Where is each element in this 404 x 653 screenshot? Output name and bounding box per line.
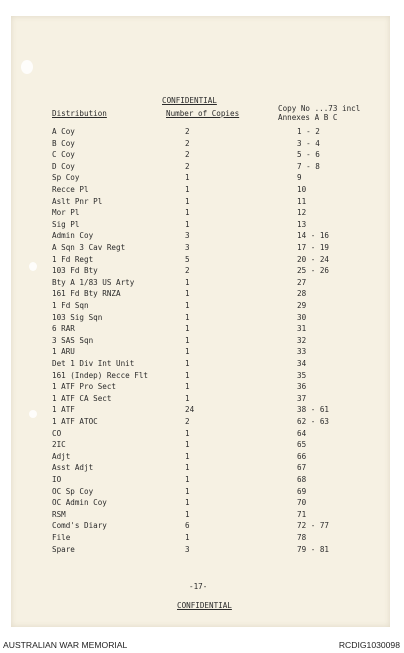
row-copy-numbers: 30 xyxy=(297,312,307,322)
row-copies: 5 xyxy=(185,254,190,264)
row-copies: 3 xyxy=(185,243,190,252)
row-copy-numbers: 27 xyxy=(297,277,307,287)
row-unit: A Coy xyxy=(52,127,75,136)
row-unit: Sp Coy xyxy=(52,173,80,183)
row-copies: 1 xyxy=(185,196,190,206)
table-row xyxy=(11,278,390,289)
row-unit: Comd's Diary xyxy=(52,521,107,531)
table-row xyxy=(11,371,390,382)
row-unit: Recce Pl xyxy=(52,185,89,194)
row-copies: 1 xyxy=(185,359,190,368)
table-row xyxy=(11,452,390,463)
footer-record-id: RCDIG1030098 xyxy=(338,640,400,650)
row-copies: 3 xyxy=(185,544,190,554)
table-row xyxy=(11,359,390,370)
row-copy-numbers: 9 xyxy=(297,173,302,183)
row-copy-numbers: 38 - 61 xyxy=(297,405,330,415)
row-unit: 1 Fd Sqn xyxy=(52,301,89,310)
row-copy-numbers: 67 xyxy=(297,463,307,473)
table-row xyxy=(11,185,390,196)
row-copies: 1 xyxy=(185,185,190,194)
row-copies: 1 xyxy=(185,440,190,450)
header-copy-no: Copy No ...73 incl xyxy=(278,104,361,113)
row-unit: 1 ARU xyxy=(52,347,75,357)
row-copies: 1 xyxy=(185,208,190,218)
row-unit: 3 SAS Sqn xyxy=(52,335,94,345)
row-unit: D Coy xyxy=(52,161,75,171)
paper-blemish xyxy=(21,60,33,74)
row-copies: 24 xyxy=(185,405,195,415)
table-row xyxy=(11,324,390,335)
table-row xyxy=(11,266,390,277)
table-row xyxy=(11,463,390,474)
row-copy-numbers: 35 xyxy=(297,370,307,380)
row-copy-numbers: 31 xyxy=(297,324,307,334)
row-unit: Aslt Pnr Pl xyxy=(52,196,103,206)
row-copy-numbers: 3 - 4 xyxy=(297,138,320,148)
table-row xyxy=(11,173,390,184)
row-copy-numbers: 10 xyxy=(297,185,307,194)
row-unit: Mor Pl xyxy=(52,208,80,218)
row-copies: 1 xyxy=(185,486,190,496)
table-row xyxy=(11,255,390,266)
row-copy-numbers: 66 xyxy=(297,451,307,461)
row-unit: 161 Fd Bty RNZA xyxy=(52,289,121,299)
row-copy-numbers: 71 xyxy=(297,509,307,519)
row-copies: 1 xyxy=(185,277,190,287)
row-copies: 1 xyxy=(185,451,190,461)
row-unit: Sig Pl xyxy=(52,219,80,229)
row-unit: Spare xyxy=(52,544,75,554)
row-unit: Adjt xyxy=(52,451,71,461)
table-row xyxy=(11,510,390,521)
row-copies: 2 xyxy=(185,127,190,136)
table-row xyxy=(11,487,390,498)
row-copies: 1 xyxy=(185,428,190,438)
table-row xyxy=(11,347,390,358)
row-copies: 1 xyxy=(185,289,190,299)
table-row xyxy=(11,139,390,150)
table-row xyxy=(11,394,390,405)
row-copies: 1 xyxy=(185,370,190,380)
row-unit: 103 Sig Sqn xyxy=(52,312,103,322)
table-row xyxy=(11,231,390,242)
classification-bottom: CONFIDENTIAL xyxy=(177,601,232,610)
row-copy-numbers: 69 xyxy=(297,486,307,496)
row-copy-numbers: 37 xyxy=(297,393,307,403)
row-copies: 2 xyxy=(185,417,190,426)
row-copy-numbers: 28 xyxy=(297,289,307,299)
row-copy-numbers: 14 - 16 xyxy=(297,231,330,241)
row-copies: 1 xyxy=(185,498,190,508)
row-unit: C Coy xyxy=(52,150,75,160)
table-row xyxy=(11,498,390,509)
row-copy-numbers: 33 xyxy=(297,347,307,357)
row-copies: 1 xyxy=(185,219,190,229)
row-copies: 2 xyxy=(185,266,190,276)
table-row xyxy=(11,243,390,254)
table-row xyxy=(11,521,390,532)
row-copy-numbers: 36 xyxy=(297,382,307,392)
row-copy-numbers: 5 - 6 xyxy=(297,150,320,160)
row-copy-numbers: 29 xyxy=(297,301,307,310)
row-copies: 1 xyxy=(185,533,190,542)
table-row xyxy=(11,220,390,231)
row-copies: 1 xyxy=(185,312,190,322)
row-copy-numbers: 20 - 24 xyxy=(297,254,330,264)
classification-top: CONFIDENTIAL xyxy=(162,96,217,105)
row-copies: 2 xyxy=(185,138,190,148)
row-unit: 1 ATF xyxy=(52,405,75,415)
row-copy-numbers: 34 xyxy=(297,359,307,368)
row-copies: 1 xyxy=(185,173,190,183)
table-row xyxy=(11,429,390,440)
header-annexes: Annexes A B C xyxy=(278,113,338,122)
row-unit: OC Sp Coy xyxy=(52,486,94,496)
row-copy-numbers: 12 xyxy=(297,208,307,218)
page-number: -17- xyxy=(189,582,208,591)
table-row xyxy=(11,289,390,300)
table-row xyxy=(11,162,390,173)
row-unit: 103 Fd Bty xyxy=(52,266,98,276)
row-copies: 1 xyxy=(185,475,190,484)
table-row xyxy=(11,382,390,393)
table-row xyxy=(11,440,390,451)
row-copy-numbers: 32 xyxy=(297,335,307,345)
row-unit: B Coy xyxy=(52,138,75,148)
row-copy-numbers: 70 xyxy=(297,498,307,508)
table-row xyxy=(11,405,390,416)
row-copies: 1 xyxy=(185,393,190,403)
row-unit: Asst Adjt xyxy=(52,463,94,473)
row-copy-numbers: 62 - 63 xyxy=(297,417,330,426)
row-unit: RSM xyxy=(52,509,66,519)
archive-footer xyxy=(0,637,404,653)
row-unit: A Sqn 3 Cav Regt xyxy=(52,243,126,252)
row-unit: 2IC xyxy=(52,440,66,450)
row-unit: 1 Fd Regt xyxy=(52,254,94,264)
header-distribution: Distribution xyxy=(52,109,107,118)
row-copy-numbers: 78 xyxy=(297,533,307,542)
row-copy-numbers: 72 - 77 xyxy=(297,521,330,531)
row-unit: 161 (Indep) Recce Flt xyxy=(52,370,149,380)
table-row xyxy=(11,545,390,556)
row-unit: Det 1 Div Int Unit xyxy=(52,359,135,368)
table-row xyxy=(11,301,390,312)
row-copy-numbers: 1 - 2 xyxy=(297,127,320,136)
row-copy-numbers: 17 - 19 xyxy=(297,243,330,252)
table-row xyxy=(11,127,390,138)
row-copy-numbers: 13 xyxy=(297,219,307,229)
row-copies: 2 xyxy=(185,161,190,171)
row-copies: 1 xyxy=(185,335,190,345)
table-row xyxy=(11,208,390,219)
row-copies: 3 xyxy=(185,231,190,241)
row-copies: 1 xyxy=(185,347,190,357)
row-copy-numbers: 7 - 8 xyxy=(297,161,320,171)
row-copies: 6 xyxy=(185,521,190,531)
row-copy-numbers: 79 - 81 xyxy=(297,544,330,554)
row-copies: 2 xyxy=(185,150,190,160)
document-page xyxy=(11,16,390,627)
row-unit: 6 RAR xyxy=(52,324,75,334)
table-row xyxy=(11,197,390,208)
row-unit: OC Admin Coy xyxy=(52,498,107,508)
row-copy-numbers: 65 xyxy=(297,440,307,450)
table-row xyxy=(11,336,390,347)
row-unit: File xyxy=(52,533,71,542)
row-copies: 1 xyxy=(185,382,190,392)
row-unit: 1 ATF Pro Sect xyxy=(52,382,117,392)
table-row xyxy=(11,475,390,486)
footer-archive-name: AUSTRALIAN WAR MEMORIAL xyxy=(3,640,128,650)
row-copies: 1 xyxy=(185,301,190,310)
row-copies: 1 xyxy=(185,463,190,473)
table-row xyxy=(11,417,390,428)
row-unit: 1 ATF CA Sect xyxy=(52,393,112,403)
row-copy-numbers: 25 - 26 xyxy=(297,266,330,276)
row-copy-numbers: 64 xyxy=(297,428,307,438)
row-unit: 1 ATF ATOC xyxy=(52,417,98,426)
row-copies: 1 xyxy=(185,509,190,519)
row-copies: 1 xyxy=(185,324,190,334)
row-unit: IO xyxy=(52,475,62,484)
row-unit: Admin Coy xyxy=(52,231,94,241)
row-unit: CO xyxy=(52,428,62,438)
table-row xyxy=(11,150,390,161)
row-copy-numbers: 11 xyxy=(297,196,307,206)
row-copy-numbers: 68 xyxy=(297,475,307,484)
table-row xyxy=(11,313,390,324)
row-unit: Bty A 1/83 US Arty xyxy=(52,277,135,287)
header-number-of-copies: Number of Copies xyxy=(166,109,240,118)
table-row xyxy=(11,533,390,544)
